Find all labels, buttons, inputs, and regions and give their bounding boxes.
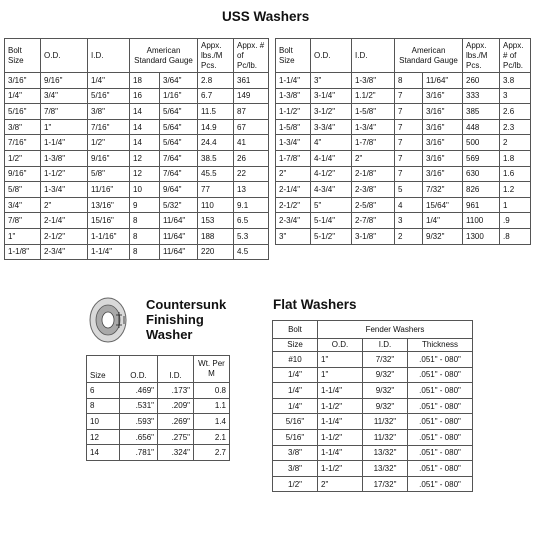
table-cell: 5/16" <box>273 429 318 445</box>
table-cell: 1-7/8" <box>276 150 311 166</box>
header-lbs: Appx. lbs./M Pcs. <box>198 39 234 73</box>
table-cell: 7 <box>395 88 423 104</box>
table-cell: .051" - 080" <box>408 352 473 368</box>
table-cell: 1" <box>5 228 41 244</box>
table-cell: 8 <box>130 228 160 244</box>
table-cell: 2.1 <box>194 429 230 445</box>
uss-washers-table-right <box>275 38 531 245</box>
table-cell: 2-3/4" <box>276 213 311 229</box>
table-cell: 14 <box>130 119 160 135</box>
table-cell: 11/64" <box>160 228 198 244</box>
flat-washer-row <box>273 476 473 492</box>
countersunk-title-line1: Countersunk <box>146 297 227 312</box>
table-cell: .781" <box>120 445 158 461</box>
uss-row <box>276 166 531 182</box>
header-od: O.D. <box>120 356 158 383</box>
uss-row <box>276 197 531 213</box>
table-cell: 2" <box>318 476 363 492</box>
uss-row <box>5 150 269 166</box>
table-cell: 41 <box>234 135 269 151</box>
table-cell: 2.7 <box>194 445 230 461</box>
table-cell: 1-3/8" <box>352 73 395 89</box>
table-cell: 1-1/4" <box>318 383 363 399</box>
flat-washer-row <box>273 445 473 461</box>
table-cell: 11/16" <box>88 182 130 198</box>
countersunk-row <box>87 398 230 414</box>
table-cell: 5/64" <box>160 135 198 151</box>
table-cell: 14 <box>87 445 120 461</box>
uss-row <box>276 135 531 151</box>
table-cell: 333 <box>463 88 500 104</box>
table-cell: 11/32" <box>363 414 408 430</box>
countersunk-row <box>87 414 230 430</box>
table-cell: 11/64" <box>160 213 198 229</box>
table-cell: .051" - 080" <box>408 461 473 477</box>
header-id: I.D. <box>363 339 408 352</box>
table-cell: .531" <box>120 398 158 414</box>
uss-row <box>5 213 269 229</box>
table-cell: 5/16" <box>5 104 41 120</box>
table-cell: 1-1/4" <box>318 414 363 430</box>
table-cell: 0.8 <box>194 383 230 399</box>
table-cell: 2.8 <box>198 73 234 89</box>
table-cell: 3/16" <box>423 150 463 166</box>
table-cell: 45.5 <box>198 166 234 182</box>
table-cell: 7/64" <box>160 150 198 166</box>
uss-row <box>276 213 531 229</box>
table-cell: 11.5 <box>198 104 234 120</box>
table-cell: 2 <box>395 228 423 244</box>
table-cell: .593" <box>120 414 158 430</box>
table-cell: 7/8" <box>41 104 88 120</box>
table-cell: 2-1/8" <box>352 166 395 182</box>
table-cell: 1-1/2" <box>41 166 88 182</box>
table-cell: .051" - 080" <box>408 383 473 399</box>
table-cell: 220 <box>198 244 234 260</box>
table-cell: 3" <box>276 228 311 244</box>
countersunk-title-line3: Washer <box>146 327 193 342</box>
table-cell: 3/4" <box>41 88 88 104</box>
table-cell: .656" <box>120 429 158 445</box>
table-cell: 3/16" <box>423 104 463 120</box>
countersunk-row <box>87 383 230 399</box>
table-cell: 15/16" <box>88 213 130 229</box>
table-cell: 4.5 <box>234 244 269 260</box>
table-cell: 6 <box>87 383 120 399</box>
table-cell: 7 <box>395 104 423 120</box>
countersunk-title-line2: Finishing <box>146 312 204 327</box>
table-cell: 110 <box>198 197 234 213</box>
table-cell: 9/16" <box>88 150 130 166</box>
table-cell: 1-3/4" <box>352 119 395 135</box>
table-cell: 3-1/8" <box>352 228 395 244</box>
table-cell: 3/16" <box>423 119 463 135</box>
table-cell: 2-3/4" <box>41 244 88 260</box>
table-cell: 2.6 <box>500 104 531 120</box>
uss-row <box>276 182 531 198</box>
table-cell: 4-3/4" <box>311 182 352 198</box>
table-cell: 3/16" <box>423 135 463 151</box>
table-cell: #10 <box>273 352 318 368</box>
table-cell: 3 <box>395 213 423 229</box>
uss-row <box>276 228 531 244</box>
flat-washer-row <box>273 461 473 477</box>
uss-row <box>5 119 269 135</box>
table-cell: 5/64" <box>160 104 198 120</box>
table-cell: 12 <box>130 166 160 182</box>
table-cell: 1-1/2" <box>318 461 363 477</box>
table-cell: .051" - 080" <box>408 414 473 430</box>
table-cell: 10 <box>87 414 120 430</box>
header-id: I.D. <box>352 39 395 73</box>
table-cell: 3/16" <box>5 73 41 89</box>
table-cell: 4" <box>311 135 352 151</box>
header-pcs: Appx. # of Pc/lb. <box>500 39 531 73</box>
header-gauge: American Standard Gauge <box>130 39 198 73</box>
table-cell: 3/64" <box>160 73 198 89</box>
table-cell: 5" <box>311 197 352 213</box>
table-cell: 3" <box>311 73 352 89</box>
table-cell: 1-7/8" <box>352 135 395 151</box>
table-cell: 1-5/8" <box>276 119 311 135</box>
table-cell: 9/32" <box>363 398 408 414</box>
table-cell: 15/64" <box>423 197 463 213</box>
table-cell: 38.5 <box>198 150 234 166</box>
table-cell: 7/8" <box>5 213 41 229</box>
header-weight: Wt. Per M <box>194 356 230 383</box>
table-cell: 5.3 <box>234 228 269 244</box>
table-cell: 2-3/8" <box>352 182 395 198</box>
table-cell: 1/4" <box>88 73 130 89</box>
table-cell: 1/4" <box>273 398 318 414</box>
table-cell: 188 <box>198 228 234 244</box>
table-cell: 77 <box>198 182 234 198</box>
table-cell: 500 <box>463 135 500 151</box>
table-cell: .469" <box>120 383 158 399</box>
flat-washer-row <box>273 398 473 414</box>
table-cell: .051" - 080" <box>408 476 473 492</box>
table-cell: 11/64" <box>423 73 463 89</box>
countersunk-title <box>146 297 226 342</box>
table-cell: 3 <box>500 88 531 104</box>
table-cell: 1/4" <box>423 213 463 229</box>
uss-row <box>5 244 269 260</box>
flat-washer-row <box>273 414 473 430</box>
table-cell: 961 <box>463 197 500 213</box>
table-cell: 14 <box>130 104 160 120</box>
table-cell: 361 <box>234 73 269 89</box>
table-cell: 7/16" <box>5 135 41 151</box>
table-cell: 2-1/2" <box>41 228 88 244</box>
header-gauge: American Standard Gauge <box>395 39 463 73</box>
flat-washers-title: Flat Washers <box>273 297 357 312</box>
table-cell: 3/4" <box>5 197 41 213</box>
table-cell: 1-1/4" <box>88 244 130 260</box>
table-cell: 13 <box>234 182 269 198</box>
flat-washer-row <box>273 367 473 383</box>
table-cell: 2 <box>500 135 531 151</box>
table-cell: 8 <box>87 398 120 414</box>
table-cell: 3.8 <box>500 73 531 89</box>
flat-washer-row <box>273 429 473 445</box>
table-cell: 1-1/4" <box>276 73 311 89</box>
table-cell: 12 <box>87 429 120 445</box>
table-cell: 149 <box>234 88 269 104</box>
table-cell: 7/32" <box>423 182 463 198</box>
table-cell: 5/8" <box>88 166 130 182</box>
table-cell: 7/16" <box>88 119 130 135</box>
table-cell: 1/4" <box>5 88 41 104</box>
table-cell: 260 <box>463 73 500 89</box>
table-cell: 3/16" <box>423 166 463 182</box>
table-cell: 7 <box>395 119 423 135</box>
table-cell: .209" <box>158 398 194 414</box>
table-cell: 385 <box>463 104 500 120</box>
table-cell: 1-3/8" <box>41 150 88 166</box>
countersunk-row <box>87 429 230 445</box>
countersunk-row <box>87 445 230 461</box>
table-cell: 630 <box>463 166 500 182</box>
table-cell: 3-1/2" <box>311 104 352 120</box>
table-cell: 2-1/2" <box>276 197 311 213</box>
table-cell: .173" <box>158 383 194 399</box>
table-cell: 3-1/4" <box>311 88 352 104</box>
countersunk-washer-icon <box>86 296 142 344</box>
uss-row <box>276 104 531 120</box>
table-cell: 3/16" <box>423 88 463 104</box>
table-cell: 5/8" <box>5 182 41 198</box>
table-cell: 1-3/4" <box>41 182 88 198</box>
table-cell: 11/32" <box>363 429 408 445</box>
table-cell: 8 <box>395 73 423 89</box>
table-cell: 1" <box>318 352 363 368</box>
table-cell: 5/16" <box>88 88 130 104</box>
table-cell: .9 <box>500 213 531 229</box>
table-cell: 1-1/16" <box>88 228 130 244</box>
uss-row <box>5 135 269 151</box>
table-cell: 3/8" <box>273 445 318 461</box>
table-cell: 10 <box>130 182 160 198</box>
table-cell: 1.6 <box>500 166 531 182</box>
table-cell: 3/8" <box>5 119 41 135</box>
flat-washer-row <box>273 352 473 368</box>
uss-row <box>5 197 269 213</box>
countersunk-table <box>86 355 230 461</box>
table-cell: 448 <box>463 119 500 135</box>
table-cell: 2" <box>41 197 88 213</box>
table-cell: 2" <box>276 166 311 182</box>
table-cell: 2-1/4" <box>276 182 311 198</box>
table-cell: 1.2 <box>500 182 531 198</box>
table-cell: 2.3 <box>500 119 531 135</box>
table-cell: 569 <box>463 150 500 166</box>
table-cell: 1-1/2" <box>318 398 363 414</box>
table-cell: 1.1 <box>194 398 230 414</box>
table-cell: 7 <box>395 166 423 182</box>
table-cell: 1/4" <box>273 367 318 383</box>
table-cell: 5 <box>395 182 423 198</box>
table-cell: 2" <box>352 150 395 166</box>
table-cell: 1300 <box>463 228 500 244</box>
table-cell: 14.9 <box>198 119 234 135</box>
table-cell: 1 <box>500 197 531 213</box>
table-cell: 1-1/2" <box>318 429 363 445</box>
table-cell: 153 <box>198 213 234 229</box>
header-bolt-size: Bolt Size <box>276 39 311 73</box>
table-cell: 9/16" <box>41 73 88 89</box>
table-cell: .8 <box>500 228 531 244</box>
table-cell: 24.4 <box>198 135 234 151</box>
table-cell: .051" - 080" <box>408 367 473 383</box>
table-cell: .051" - 080" <box>408 429 473 445</box>
table-cell: .275" <box>158 429 194 445</box>
header-lbs: Appx. lbs./M Pcs. <box>463 39 500 73</box>
table-cell: 9/64" <box>160 182 198 198</box>
table-cell: 1-3/8" <box>276 88 311 104</box>
flat-washer-row <box>273 383 473 399</box>
table-cell: 1/16" <box>160 88 198 104</box>
table-cell: 2-5/8" <box>352 197 395 213</box>
header-bolt-size: Bolt Size <box>5 39 41 73</box>
table-cell: 17/32" <box>363 476 408 492</box>
flat-washers-table <box>272 320 473 492</box>
table-cell: 6.7 <box>198 88 234 104</box>
uss-row <box>5 166 269 182</box>
table-cell: 1/2" <box>5 150 41 166</box>
table-cell: 67 <box>234 119 269 135</box>
table-cell: 9 <box>130 197 160 213</box>
table-cell: 12 <box>130 150 160 166</box>
table-cell: 3/8" <box>88 104 130 120</box>
table-cell: 1-1/4" <box>41 135 88 151</box>
table-cell: 7/32" <box>363 352 408 368</box>
uss-row <box>276 73 531 89</box>
table-cell: .051" - 080" <box>408 445 473 461</box>
header-od: O.D. <box>318 339 363 352</box>
table-cell: 3/8" <box>273 461 318 477</box>
table-cell: 7/64" <box>160 166 198 182</box>
uss-row <box>276 119 531 135</box>
table-cell: 13/32" <box>363 461 408 477</box>
uss-row <box>5 73 269 89</box>
table-cell: 4-1/4" <box>311 150 352 166</box>
table-cell: 6.5 <box>234 213 269 229</box>
table-cell: 1" <box>318 367 363 383</box>
uss-row <box>276 88 531 104</box>
table-cell: 1-3/4" <box>276 135 311 151</box>
table-cell: 3-3/4" <box>311 119 352 135</box>
table-cell: 18 <box>130 73 160 89</box>
table-cell: 9/32" <box>423 228 463 244</box>
table-cell: 16 <box>130 88 160 104</box>
table-cell: 4 <box>395 197 423 213</box>
table-cell: .269" <box>158 414 194 430</box>
uss-row <box>5 182 269 198</box>
table-cell: 5/64" <box>160 119 198 135</box>
header-bolt: Bolt <box>273 321 318 339</box>
uss-washers-title: USS Washers <box>222 9 310 24</box>
table-cell: 1-5/8" <box>352 104 395 120</box>
table-cell: 5/16" <box>273 414 318 430</box>
table-cell: 7 <box>395 135 423 151</box>
uss-row <box>276 150 531 166</box>
table-cell: .324" <box>158 445 194 461</box>
table-cell: 1100 <box>463 213 500 229</box>
table-cell: 5/32" <box>160 197 198 213</box>
table-cell: 4-1/2" <box>311 166 352 182</box>
table-cell: 5-1/4" <box>311 213 352 229</box>
table-cell: 1/2" <box>88 135 130 151</box>
table-cell: 9/32" <box>363 383 408 399</box>
header-id: I.D. <box>88 39 130 73</box>
table-cell: 8 <box>130 244 160 260</box>
table-cell: 826 <box>463 182 500 198</box>
header-thickness: Thickness <box>408 339 473 352</box>
table-cell: 1-1/2" <box>276 104 311 120</box>
header-size: Size <box>273 339 318 352</box>
table-cell: 1.8 <box>500 150 531 166</box>
header-od: O.D. <box>311 39 352 73</box>
table-cell: 13/16" <box>88 197 130 213</box>
table-cell: 1.4 <box>194 414 230 430</box>
table-cell: 1/4" <box>273 383 318 399</box>
table-cell: 14 <box>130 135 160 151</box>
table-cell: 9.1 <box>234 197 269 213</box>
uss-row <box>5 228 269 244</box>
table-cell: 1-1/4" <box>318 445 363 461</box>
header-pcs: Appx. # of Pc/lb. <box>234 39 269 73</box>
table-cell: 1/2" <box>273 476 318 492</box>
table-cell: 2-7/8" <box>352 213 395 229</box>
table-cell: 87 <box>234 104 269 120</box>
table-cell: 1-1/8" <box>5 244 41 260</box>
table-cell: 5-1/2" <box>311 228 352 244</box>
table-cell: 2-1/4" <box>41 213 88 229</box>
table-cell: 9/16" <box>5 166 41 182</box>
table-cell: .051" - 080" <box>408 398 473 414</box>
header-od: O.D. <box>41 39 88 73</box>
header-fender-washers: Fender Washers <box>318 321 473 339</box>
table-cell: 11/64" <box>160 244 198 260</box>
uss-washers-table-left <box>4 38 269 260</box>
table-cell: 13/32" <box>363 445 408 461</box>
table-cell: 1" <box>41 119 88 135</box>
table-cell: 9/32" <box>363 367 408 383</box>
table-cell: 22 <box>234 166 269 182</box>
table-cell: 7 <box>395 150 423 166</box>
table-cell: 1.1/2" <box>352 88 395 104</box>
uss-row <box>5 104 269 120</box>
header-id: I.D. <box>158 356 194 383</box>
table-cell: 8 <box>130 213 160 229</box>
header-size: Size <box>87 356 120 383</box>
uss-row <box>5 88 269 104</box>
table-cell: 26 <box>234 150 269 166</box>
